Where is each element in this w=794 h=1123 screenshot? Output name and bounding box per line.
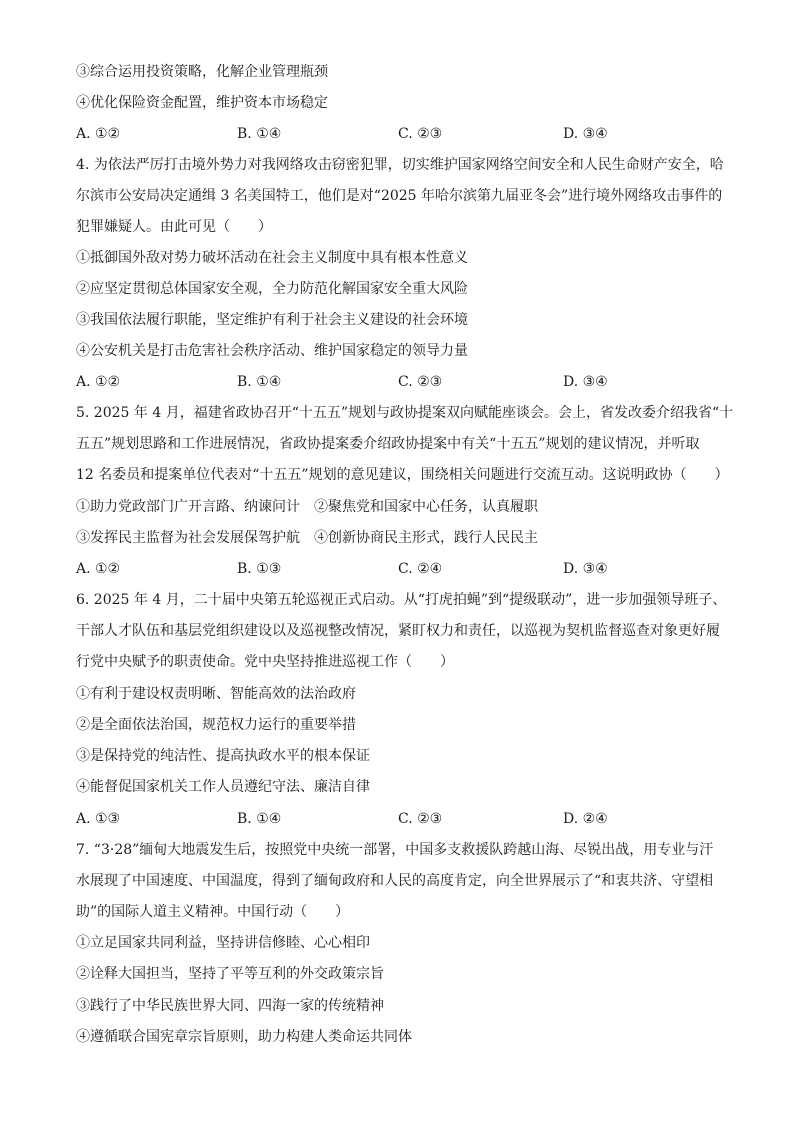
q6-option-b: B. ①④ bbox=[237, 811, 282, 827]
q3-option-b: B. ①④ bbox=[237, 126, 282, 142]
q7-choice-4: ④遵循联合国宪章宗旨原则，助力构建人类命运共同体 bbox=[76, 1029, 412, 1045]
q4-stem-line-1: 4. 为依法严厉打击境外势力对我网络攻击窃密犯罪，切实维护国家网络空间安全和人民生命财产安全，哈 bbox=[76, 157, 724, 173]
q4-option-a: A. ①② bbox=[76, 374, 121, 390]
q3-option-a: A. ①② bbox=[76, 126, 121, 142]
q4-choice-2: ②应坚定贯彻总体国家安全观，全力防范化解国家安全重大风险 bbox=[76, 281, 468, 297]
q5-stem-line-1: 5. 2025 年 4 月，福建省政协召开“十五五”规划与政协提案双向赋能座谈会。会上，省发改委介绍我省“十 bbox=[76, 405, 734, 421]
q5-choices-line-2: ③发挥民主监督为社会发展保驾护航 ④创新协商民主形式，践行人民民主 bbox=[76, 530, 538, 546]
q6-choice-4: ④能督促国家机关工作人员遵纪守法、廉洁自律 bbox=[76, 779, 370, 795]
q7-choice-2: ②诠释大国担当，坚持了平等互利的外交政策宗旨 bbox=[76, 966, 384, 982]
q6-stem-line-2: 干部人才队伍和基层党组织建设以及巡视整改情况，紧盯权力和责任，以巡视为契机监督巡查对象更好履 bbox=[76, 623, 720, 639]
q4-option-b: B. ①④ bbox=[237, 374, 282, 390]
q6-stem-line-1: 6. 2025 年 4 月，二十届中央第五轮巡视正式启动。从“打虎拍蝇”到“提级联动”，进一步加强领导班子、 bbox=[76, 592, 727, 608]
q4-option-c: C. ②③ bbox=[398, 374, 443, 390]
q6-option-c: C. ②③ bbox=[398, 811, 443, 827]
q6-option-d: D. ②④ bbox=[563, 811, 608, 827]
q5-option-d: D. ③④ bbox=[563, 561, 608, 577]
q6-choice-3: ③是保持党的纯洁性、提高执政水平的根本保证 bbox=[76, 748, 370, 764]
q6-stem-line-3: 行党中央赋予的职责使命。党中央坚持推进巡视工作（ ） bbox=[76, 654, 454, 670]
q5-option-b: B. ①③ bbox=[237, 561, 282, 577]
q4-stem-line-2: 尔滨市公安局决定通缉 3 名美国特工，他们是对“2025 年哈尔滨第九届亚冬会”进行境外网络攻击事件的 bbox=[76, 188, 723, 204]
q3-choice-4: ④优化保险资金配置，维护资本市场稳定 bbox=[76, 95, 328, 111]
q5-choices-line-1: ①助力党政部门广开言路、纳谏问计 ②聚焦党和国家中心任务，认真履职 bbox=[76, 499, 538, 515]
q5-stem-line-2: 五五”规划思路和工作进展情况，省政协提案委介绍政协提案中有关“十五五”规划的建议情况，并听取 bbox=[76, 436, 700, 452]
q7-stem-line-2: 水展现了中国速度、中国温度，得到了缅甸政府和人民的高度肯定，向全世界展示了“和衷共济、守望相 bbox=[76, 873, 714, 889]
q7-choice-3: ③践行了中华民族世界大同、四海一家的传统精神 bbox=[76, 998, 384, 1014]
q3-option-d: D. ③④ bbox=[563, 126, 608, 142]
q4-choice-4: ④公安机关是打击危害社会秩序活动、维护国家稳定的领导力量 bbox=[76, 343, 468, 359]
q4-choice-3: ③我国依法履行职能，坚定维护有利于社会主义建设的社会环境 bbox=[76, 312, 468, 328]
q6-choice-2: ②是全面依法治国，规范权力运行的重要举措 bbox=[76, 717, 356, 733]
q6-options bbox=[76, 809, 734, 829]
q5-option-a: A. ①② bbox=[76, 561, 121, 577]
q4-choice-1: ①抵御国外敌对势力破坏活动在社会主义制度中具有根本性意义 bbox=[76, 250, 468, 266]
q7-stem-line-3: 助”的国际人道主义精神。中国行动（ ） bbox=[76, 904, 350, 920]
q4-option-d: D. ③④ bbox=[563, 374, 608, 390]
q7-choice-1: ①立足国家共同利益，坚持讲信修睦、心心相印 bbox=[76, 935, 370, 951]
q4-stem-line-3: 犯罪嫌疑人。由此可见（ ） bbox=[76, 219, 272, 235]
q7-stem-line-1: 7. “3·28”缅甸大地震发生后，按照党中央统一部署，中国多支救援队跨越山海、尽锐出战，用专业与汗 bbox=[76, 842, 714, 858]
q3-choice-3: ③综合运用投资策略，化解企业管理瓶颈 bbox=[76, 64, 328, 80]
q6-option-a: A. ①③ bbox=[76, 811, 121, 827]
q4-options bbox=[76, 372, 734, 392]
q5-options bbox=[76, 559, 734, 579]
q5-stem-line-3: 12 名委员和提案单位代表对“十五五”规划的意见建议，围绕相关问题进行交流互动。这说明政协（ ） bbox=[76, 467, 729, 483]
q3-options bbox=[76, 124, 734, 144]
q3-option-c: C. ②③ bbox=[398, 126, 443, 142]
q6-choice-1: ①有利于建设权责明晰、智能高效的法治政府 bbox=[76, 686, 356, 702]
q5-option-c: C. ②④ bbox=[398, 561, 443, 577]
